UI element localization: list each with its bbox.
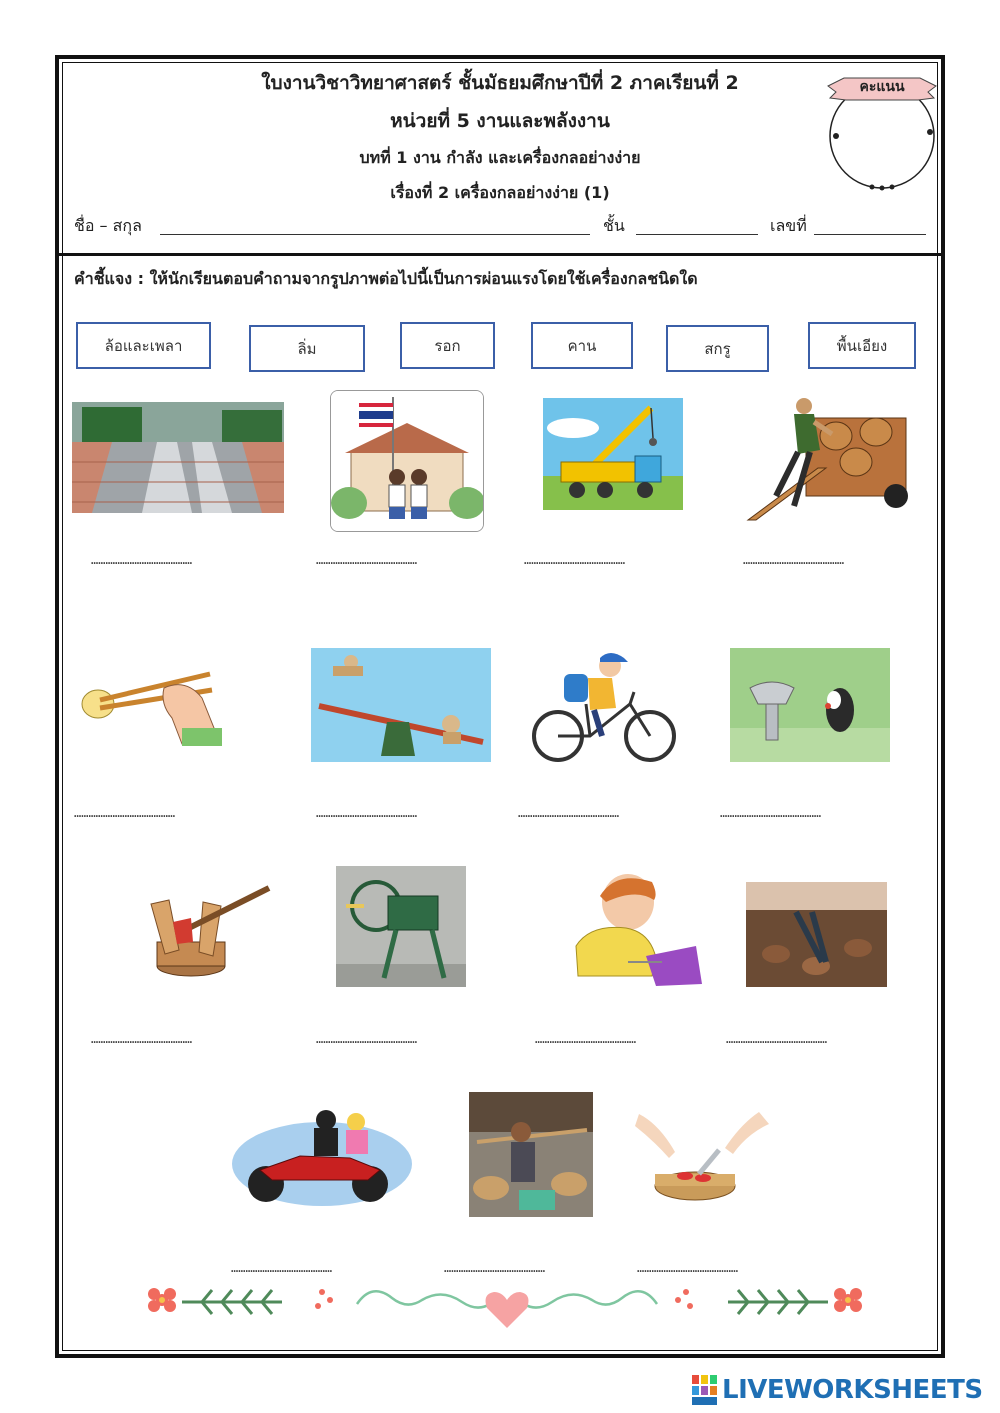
answer-blank-3[interactable]: ……………………………………: [524, 553, 626, 567]
answer-blank-2[interactable]: ……………………………………: [316, 553, 418, 567]
choice-pulley[interactable]: รอก: [400, 322, 495, 369]
worksheet-title: ใบงานวิชาวิทยาศาสตร์ ชั้นมัธยมศึกษาปีที่ 2 ภาคเรียนที่ 2: [261, 72, 739, 94]
answer-blank-11[interactable]: ……………………………………: [535, 1032, 637, 1046]
answer-blank-12[interactable]: ……………………………………: [726, 1032, 828, 1046]
class-label: ชั้น: [603, 216, 625, 235]
answer-blank-5[interactable]: ……………………………………: [74, 806, 176, 820]
cane-press-machine-picture: [336, 866, 466, 987]
answer-blank-8[interactable]: ……………………………………: [720, 806, 822, 820]
flagpole-picture: [330, 390, 484, 532]
answer-blank-4[interactable]: ……………………………………: [743, 553, 845, 567]
answer-blank-9[interactable]: ……………………………………: [91, 1032, 193, 1046]
ramp-on-stairs-picture: [72, 402, 284, 513]
bicycle-picture: [530, 648, 678, 763]
answer-blank-13[interactable]: ……………………………………: [231, 1261, 333, 1275]
liveworksheets-logo-icon: [692, 1375, 718, 1405]
number-label: เลขที่: [770, 216, 807, 235]
answer-blank-14[interactable]: ……………………………………: [444, 1261, 546, 1275]
class-field[interactable]: [636, 233, 758, 235]
liveworksheets-logo: [692, 1372, 983, 1408]
choice-wedge[interactable]: ลิ่ม: [249, 325, 365, 372]
child-cutting-with-scissors-picture: [566, 866, 706, 988]
floral-border-decoration: [132, 1270, 882, 1345]
chopsticks-picture: [78, 668, 224, 746]
answer-blank-6[interactable]: ……………………………………: [316, 806, 418, 820]
carrying-pole-picture: [469, 1092, 593, 1217]
score-label: คะแนน: [859, 79, 905, 95]
answer-blank-1[interactable]: ……………………………………: [91, 553, 193, 567]
nutcracker-picture: [746, 882, 887, 987]
choice-screw[interactable]: สกรู: [666, 325, 769, 372]
knife-cutting-picture: [629, 1104, 779, 1210]
answer-blank-10[interactable]: ……………………………………: [316, 1032, 418, 1046]
choice-wheel-and-axle[interactable]: ล้อและเพลา: [76, 322, 211, 369]
crane-truck-picture: [543, 398, 683, 510]
answer-blank-7[interactable]: ……………………………………: [518, 806, 620, 820]
man-pushing-barrel-up-ramp-picture: [746, 388, 908, 522]
choice-inclined-plane[interactable]: พื้นเอียง: [808, 322, 916, 369]
unit-title: หน่วยที่ 5 งานและพลังงาน: [390, 110, 610, 132]
brand-name: LIVEWORKSHEETS: [722, 1375, 983, 1405]
name-field[interactable]: [160, 233, 590, 235]
header-divider: [59, 253, 941, 256]
seesaw-picture: [311, 648, 491, 762]
chapter-title: บทที่ 1 งาน กำลัง และเครื่องกลอย่างง่าย: [359, 148, 641, 167]
topic-title: เรื่องที่ 2 เครื่องกลอย่างง่าย (1): [390, 183, 610, 202]
wing-nut-bolt-picture: [730, 648, 890, 762]
name-label: ชื่อ – สกุล: [74, 216, 142, 235]
score-badge: [822, 68, 942, 194]
choice-lever[interactable]: คาน: [531, 322, 633, 369]
number-field[interactable]: [814, 233, 926, 235]
answer-blank-15[interactable]: ……………………………………: [637, 1261, 739, 1275]
axe-splitting-wood-picture: [137, 870, 271, 986]
instruction-text: คำชี้แจง : ให้นักเรียนตอบคำถามจากรูปภาพต่อไปนี้เป็นการผ่อนแรงโดยใช้เครื่องกลชนิดใด: [74, 269, 698, 288]
motorcycle-picture: [230, 1104, 412, 1209]
